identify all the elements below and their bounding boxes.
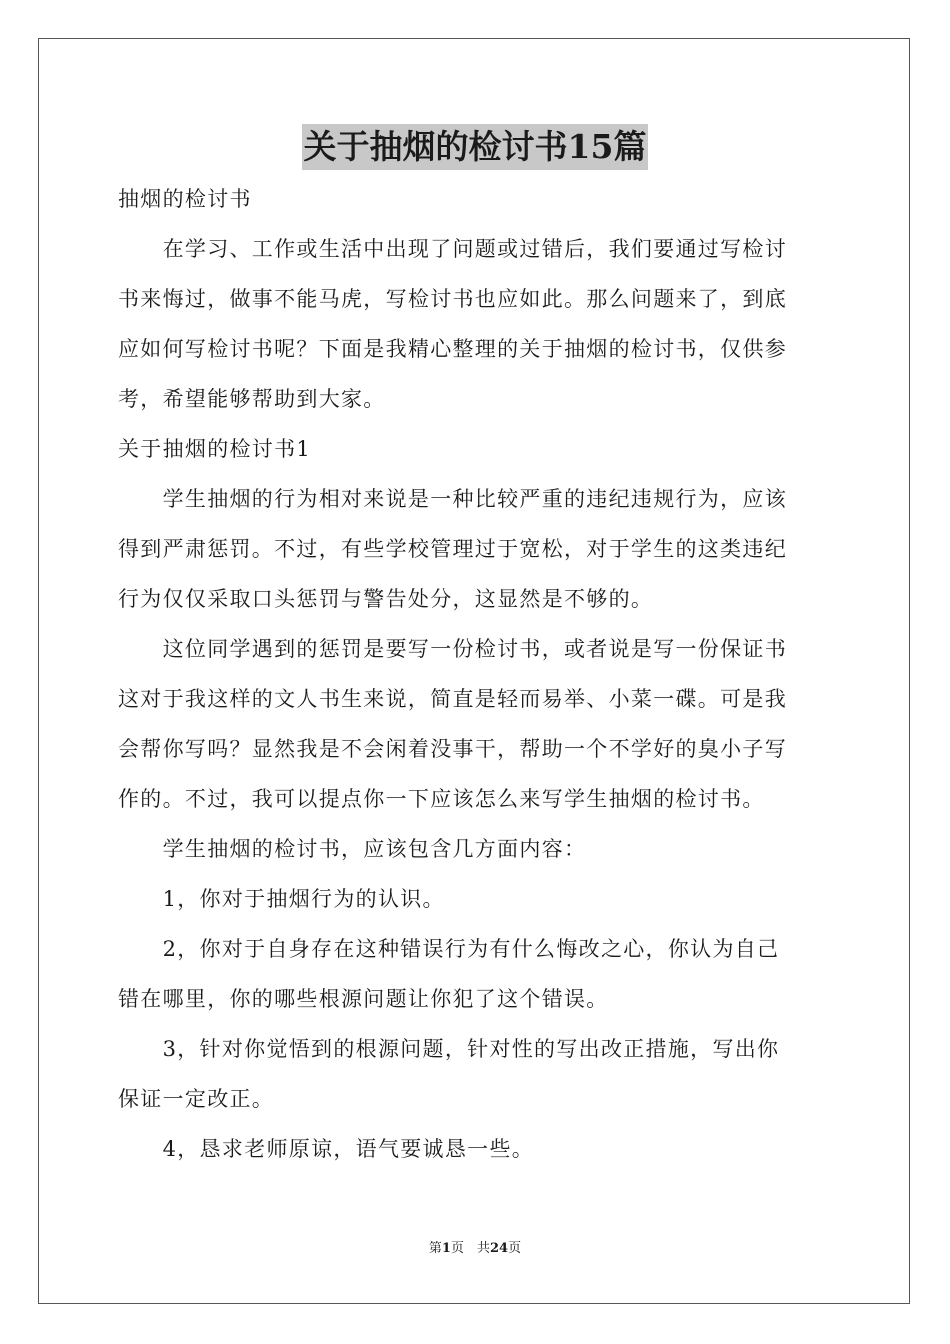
footer-mid: 页 共 (450, 1241, 490, 1256)
footer-total-pages: 24 (489, 1241, 509, 1256)
paragraph-line: 会帮你写吗？显然我是不会闲着没事干，帮助一个不学好的臭小子写 (118, 737, 787, 761)
page-footer (0, 1240, 950, 1258)
paragraph-line: 保证一定改正。 (118, 1087, 275, 1111)
paragraph-line: 书来悔过，做事不能马虎，写检讨书也应如此。那么问题来了，到底 (118, 287, 787, 311)
section-heading: 关于抽烟的检讨书1 (118, 437, 312, 461)
paragraph-line: 得到严肃惩罚。不过，有些学校管理过于宽松，对于学生的这类违纪 (118, 537, 787, 561)
paragraph-line: 作的。不过，我可以提点你一下应该怎么来写学生抽烟的检讨书。 (118, 787, 765, 811)
paragraph-line: 行为仅仅采取口头惩罚与警告处分，这显然是不够的。 (118, 587, 654, 611)
footer-suffix: 页 (508, 1241, 522, 1256)
list-item: 4，恳求老师原谅，语气要诚恳一些。 (118, 1137, 535, 1161)
section-heading: 抽烟的检讨书 (118, 187, 252, 211)
paragraph-line: 这对于我这样的文人书生来说，简直是轻而易举、小菜一碟。可是我 (118, 687, 787, 711)
list-item: 2，你对于自身存在这种错误行为有什么悔改之心，你认为自己 (118, 937, 780, 961)
paragraph-line: 这位同学遇到的惩罚是要写一份检讨书，或者说是写一份保证书 (118, 637, 787, 661)
paragraph-line: 应如何写检讨书呢？下面是我精心整理的关于抽烟的检讨书，仅供参 (118, 337, 787, 361)
page-border (38, 38, 910, 1304)
footer-current-page: 1 (441, 1241, 451, 1256)
footer-prefix: 第 (428, 1241, 442, 1256)
title-container (0, 124, 950, 170)
paragraph-line: 在学习、工作或生活中出现了问题或过错后，我们要通过写检讨 (118, 237, 787, 261)
list-item: 1，你对于抽烟行为的认识。 (118, 887, 445, 911)
paragraph-line: 考，希望能够帮助到大家。 (118, 387, 386, 411)
document-title: 关于抽烟的检讨书15篇 (302, 124, 649, 170)
list-item: 3，针对你觉悟到的根源问题，针对性的写出改正措施，写出你 (118, 1037, 780, 1061)
paragraph-line: 错在哪里，你的哪些根源问题让你犯了这个错误。 (118, 987, 609, 1011)
paragraph-line: 学生抽烟的检讨书，应该包含几方面内容： (118, 837, 587, 861)
paragraph-line: 学生抽烟的行为相对来说是一种比较严重的违纪违规行为，应该 (118, 487, 787, 511)
